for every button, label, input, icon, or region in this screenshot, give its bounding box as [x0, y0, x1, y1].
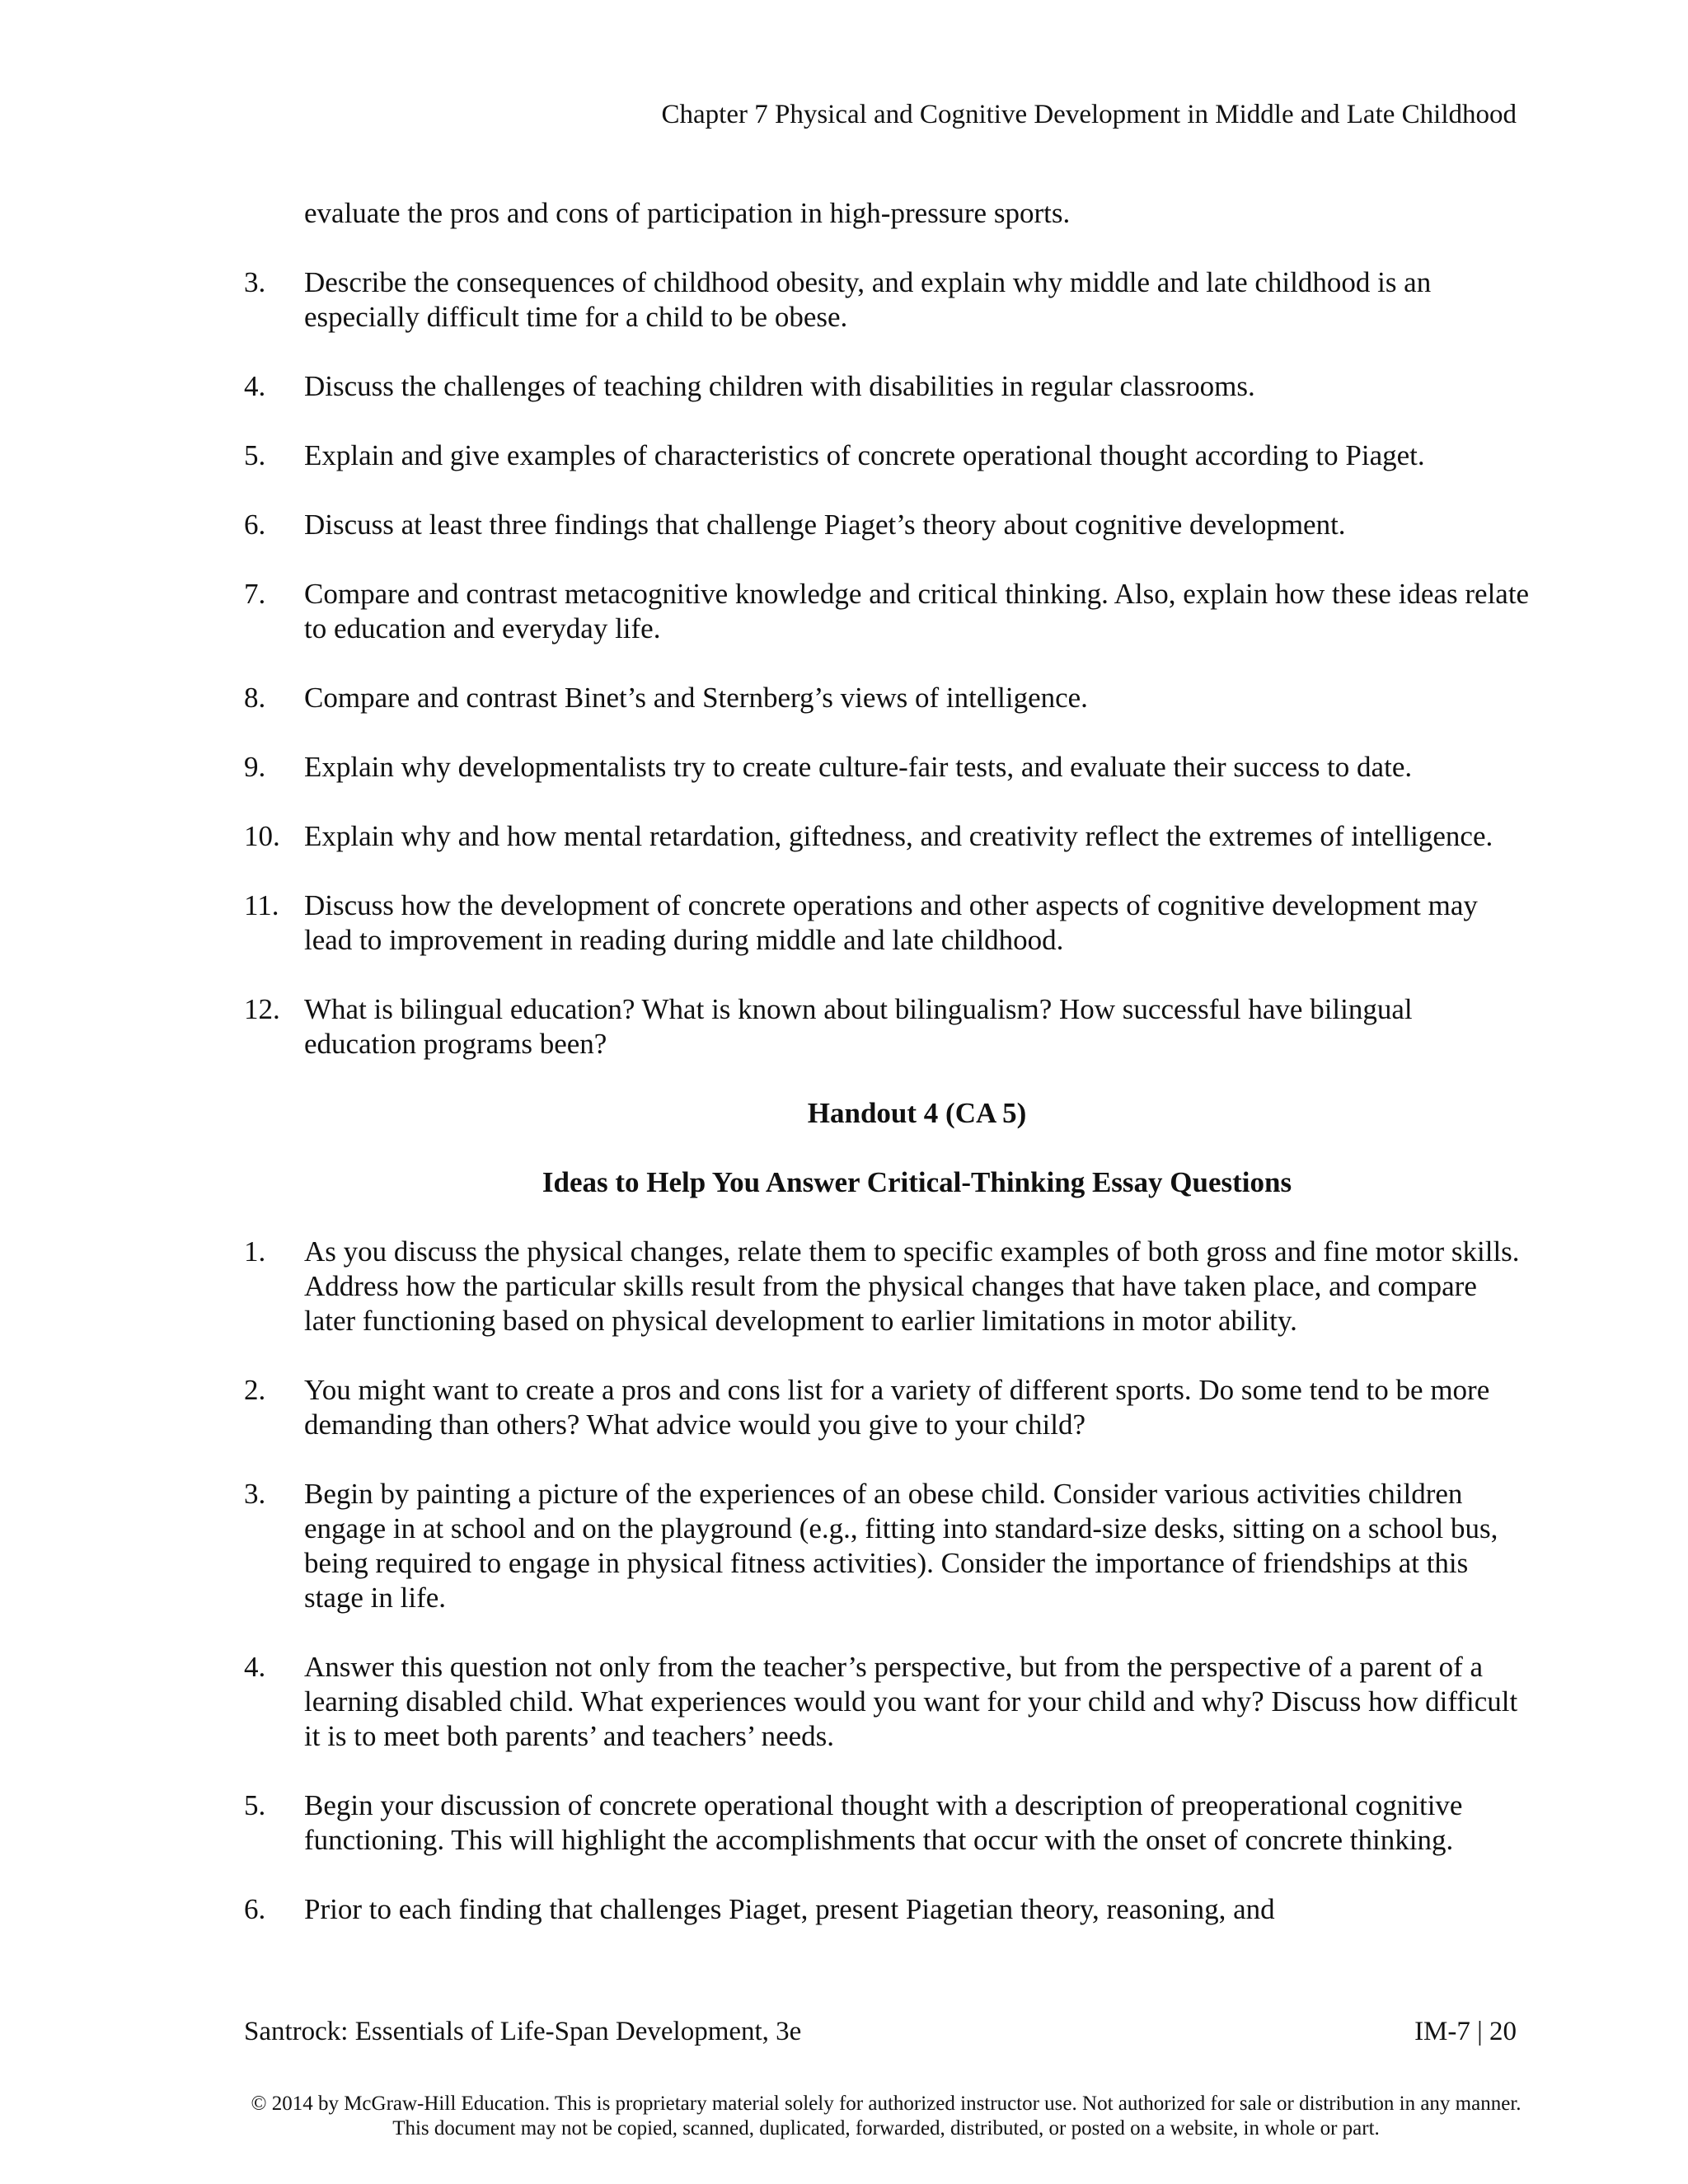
item-number: 8. — [244, 682, 266, 714]
footer-book-title: Santrock: Essentials of Life-Span Development, 3e — [244, 2017, 802, 2046]
list-item — [244, 888, 1530, 958]
item-text: Compare and contrast metacognitive knowledge and critical thinking. Also, explain how these ideas relate to education and everyday life. — [304, 578, 1530, 644]
list-item — [244, 577, 1530, 646]
item-number: 6. — [244, 509, 266, 541]
list-item — [244, 369, 1530, 404]
item-text: What is bilingual education? What is known about bilingualism? How successful have bilingual education programs been? — [304, 993, 1413, 1060]
item-number: 9. — [244, 751, 266, 783]
item-text: Explain why and how mental retardation, giftedness, and creativity reflect the extremes of intelligence. — [304, 820, 1493, 852]
item-text: Answer this question not only from the teacher’s perspective, but from the perspective of a parent of a learning disabled child. What experiences would you want for your child and why? Discuss how difficult it is to meet both parents’ and teachers’ needs. — [304, 1651, 1518, 1752]
list-item — [244, 1235, 1530, 1338]
list-item — [244, 1477, 1530, 1615]
item-text: Describe the consequences of childhood obesity, and explain why middle and late childhood is an especially difficult time for a child to be obese. — [304, 266, 1432, 333]
list-item — [244, 508, 1530, 542]
item-number: 1. — [244, 1235, 266, 1268]
item-text: Discuss the challenges of teaching children with disabilities in regular classrooms. — [304, 370, 1255, 402]
item-number: 7. — [244, 578, 266, 610]
list-item — [244, 1788, 1530, 1858]
item-number: 3. — [244, 1478, 266, 1510]
item-text: Discuss at least three findings that challenge Piaget’s theory about cognitive development. — [304, 509, 1346, 541]
item-text: Prior to each finding that challenges Piaget, present Piagetian theory, reasoning, and — [304, 1893, 1275, 1925]
list-item — [244, 1373, 1530, 1442]
footer-page-number: IM-7 | 20 — [1414, 2017, 1517, 2046]
item-number: 5. — [244, 1789, 266, 1821]
item-text: Explain and give examples of characteristics of concrete operational thought according to Piaget. — [304, 439, 1425, 471]
list-item — [244, 1650, 1530, 1754]
item-number: 2. — [244, 1374, 266, 1406]
list-item — [244, 750, 1530, 785]
item-number: 5. — [244, 439, 266, 471]
essay-question-list — [244, 265, 1530, 1062]
item-text: Discuss how the development of concrete operations and other aspects of cognitive development may lead to improvement in reading during middle and late childhood. — [304, 889, 1478, 956]
item-text: Begin by painting a picture of the experiences of an obese child. Consider various activities children engage in at school and on the playground (e.g., fitting into standard-size desks, sitting on a school bus, being required to engage in physical fitness activities). Consider the importance of friendships at this stage in life. — [304, 1478, 1498, 1614]
list-item — [244, 819, 1530, 854]
item-number: 4. — [244, 370, 266, 402]
item-number: 3. — [244, 266, 266, 298]
list-item — [244, 265, 1530, 335]
list-item — [244, 681, 1530, 715]
page-content — [244, 196, 1530, 1927]
continuation-text: evaluate the pros and cons of participation in high-pressure sports. — [304, 197, 1071, 229]
item-number: 12. — [244, 993, 280, 1025]
ideas-list — [244, 1235, 1530, 1927]
item-number: 4. — [244, 1651, 266, 1683]
item-text: As you discuss the physical changes, relate them to specific examples of both gross and fine motor skills. Address how the particular skills result from the physical changes that have taken place, and compare later functioning based on physical development to earlier limitations in motor ability. — [304, 1235, 1520, 1337]
list-item — [244, 1892, 1530, 1927]
item-text: Begin your discussion of concrete operational thought with a description of preoperational cognitive functioning. This will highlight the accomplishments that occur with the onset of concrete thinking. — [304, 1789, 1463, 1856]
copyright-notice: © 2014 by McGraw-Hill Education. This is proprietary material solely for authorized instructor use. Not authorized for sale or distribution in any manner. This document may not be copied, scanned, duplicated, forwarded, distributed, or posted on a website, in whole or part. — [251, 2093, 1522, 2139]
list-item — [244, 992, 1530, 1062]
handout-title: Handout 4 (CA 5) — [807, 1097, 1027, 1129]
item-number: 6. — [244, 1893, 266, 1925]
item-number: 10. — [244, 820, 280, 852]
item-text: Compare and contrast Binet’s and Sternberg’s views of intelligence. — [304, 682, 1088, 714]
item-text: You might want to create a pros and cons list for a variety of different sports. Do some tend to be more demanding than others? What advice would you give to your child? — [304, 1374, 1490, 1441]
list-item — [244, 438, 1530, 473]
handout-subtitle: Ideas to Help You Answer Critical-Thinking Essay Questions — [542, 1166, 1292, 1198]
item-text: Explain why developmentalists try to create culture-fair tests, and evaluate their success to date. — [304, 751, 1413, 783]
item-number: 11. — [244, 889, 279, 921]
running-header: Chapter 7 Physical and Cognitive Development in Middle and Late Childhood — [661, 100, 1517, 129]
